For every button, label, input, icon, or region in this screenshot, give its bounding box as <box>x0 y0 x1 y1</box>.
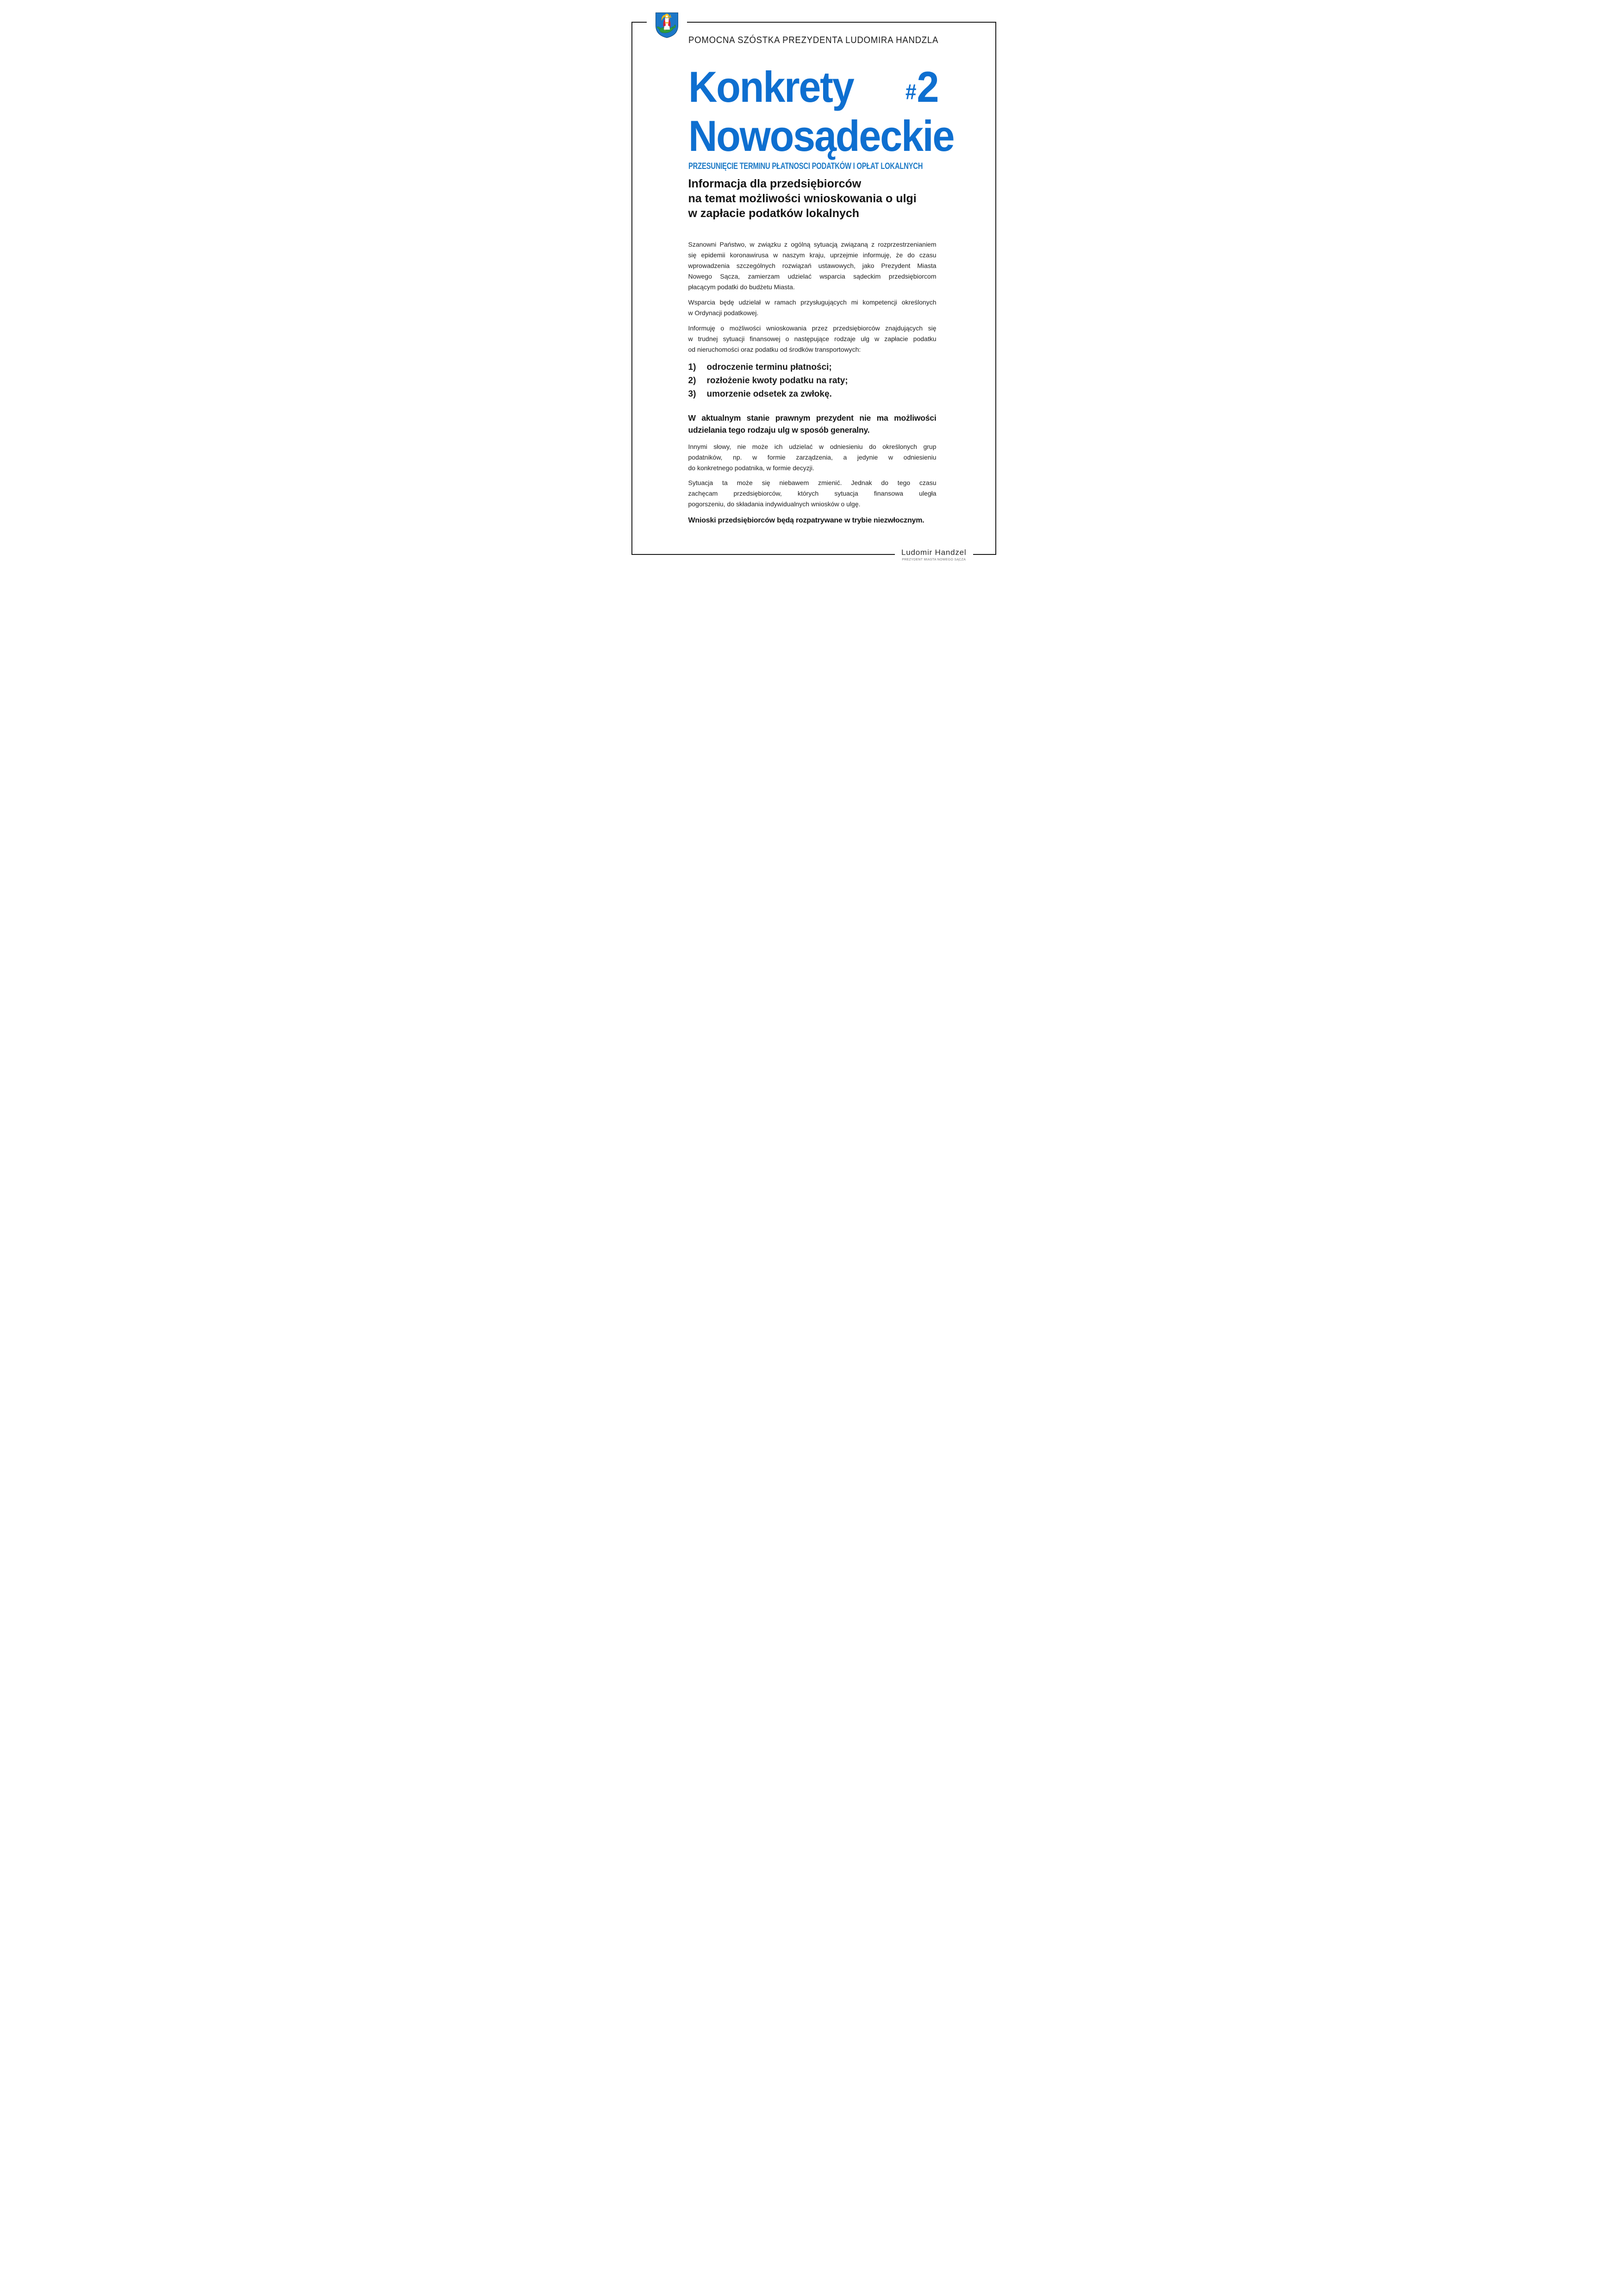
legal-statement <box>688 412 937 436</box>
title-issue <box>905 62 938 114</box>
subtitle: PRZESUNIĘCIE TERMINU PŁATNOSCI PODATKÓW I OPŁAT LOKALNYCH <box>688 162 923 171</box>
text-line: Sytuacja ta może się niebawem zmienić. Jednak do tego czasu <box>688 479 937 486</box>
closing-line: Wnioski przedsiębiorców będą rozpatrywane w trybie niezwłocznym. <box>688 516 924 524</box>
list-marker: 2) <box>688 376 696 386</box>
text-line: do konkretnego podatnika, w formie decyzji. <box>688 464 814 472</box>
paragraph-2 <box>688 297 937 318</box>
list-marker: 1) <box>688 362 696 372</box>
list-text: umorzenie odsetek za zwłokę. <box>706 389 832 399</box>
title-line-1 <box>688 62 938 114</box>
text-line: Innymi słowy, nie może ich udzielać w odniesieniu do określonych grup <box>688 443 937 450</box>
list-marker: 3) <box>688 389 696 399</box>
hash-symbol: # <box>905 80 916 104</box>
paragraph-5 <box>688 478 937 510</box>
heading-line: w zapłacie podatków lokalnych <box>688 207 860 220</box>
text-line: w trudnej sytuacji finansowej o następujące rodzaje ulg w zapłacie podatku <box>688 335 937 342</box>
text-line: podatników, np. w formie zarządzenia, a jedynie w odniesieniu <box>688 454 937 461</box>
signature-title: PREZYDENT MIASTA NOWEGO SĄCZA <box>902 558 966 561</box>
coat-of-arms-wrap <box>647 8 687 42</box>
relief-types-list <box>688 361 937 401</box>
heading-line: na temat możliwości wnioskowania o ulgi <box>688 192 917 205</box>
text-line: pogorszeniu, do składania indywidualnych wniosków o ulgę. <box>688 500 861 508</box>
list-text: rozłożenie kwoty podatku na raty; <box>706 376 848 386</box>
text-line: w Ordynacji podatkowej. <box>688 309 759 317</box>
signature-block <box>895 548 973 562</box>
text-line: wprowadzenia szczególnych rozwiązań ustawowych, jako Prezydent Miasta <box>688 262 937 269</box>
list-item <box>688 387 937 401</box>
issue-number: 2 <box>916 62 938 111</box>
text-line: Szanowni Państwo, w związku z ogólną sytuacją związaną z rozprzestrzenianiem <box>688 241 937 248</box>
text-line: od nieruchomości oraz podatku od środków transportowych: <box>688 346 861 353</box>
heading-line: Informacja dla przedsiębiorców <box>688 177 862 190</box>
text-line: zachęcam przedsiębiorców, których sytuacja finansowa uległa <box>688 490 937 497</box>
list-text: odroczenie terminu płatności; <box>706 362 832 372</box>
list-item <box>688 374 937 387</box>
coat-of-arms-icon <box>655 12 679 38</box>
paragraph-1 <box>688 239 937 292</box>
document-page <box>609 0 1015 574</box>
text-line: udzielania tego rodzaju ulg w sposób generalny. <box>688 425 870 435</box>
text-line: Nowego Sącza, zamierzam udzielać wsparcia sądeckim przedsiębiorcom <box>688 273 937 280</box>
paragraph-3 <box>688 323 937 355</box>
text-line: się epidemii koronawirusa w naszym kraju, uprzejmie informuję, że do czasu <box>688 251 937 259</box>
content-column <box>688 176 937 526</box>
section-heading <box>688 176 937 221</box>
text-line: Informuję o możliwości wnioskowania przez przedsiębiorców znajdujących się <box>688 324 937 332</box>
paragraph-4 <box>688 442 937 473</box>
text-line: W aktualnym stanie prawnym prezydent nie ma możliwości <box>688 413 937 423</box>
header-kicker: POMOCNA SZÓSTKA PREZYDENTA LUDOMIRA HANDZLA <box>688 35 938 45</box>
title-word: Konkrety <box>688 62 853 111</box>
text-line: płacącym podatki do budżetu Miasta. <box>688 283 795 291</box>
list-item <box>688 361 937 374</box>
title-line-2: Nowosądeckie <box>688 112 954 160</box>
signature-name: Ludomir Handzel <box>901 548 967 557</box>
page-title <box>688 62 954 160</box>
text-line: Wsparcia będę udzielał w ramach przysługujących mi kompetencji określonych <box>688 299 937 306</box>
